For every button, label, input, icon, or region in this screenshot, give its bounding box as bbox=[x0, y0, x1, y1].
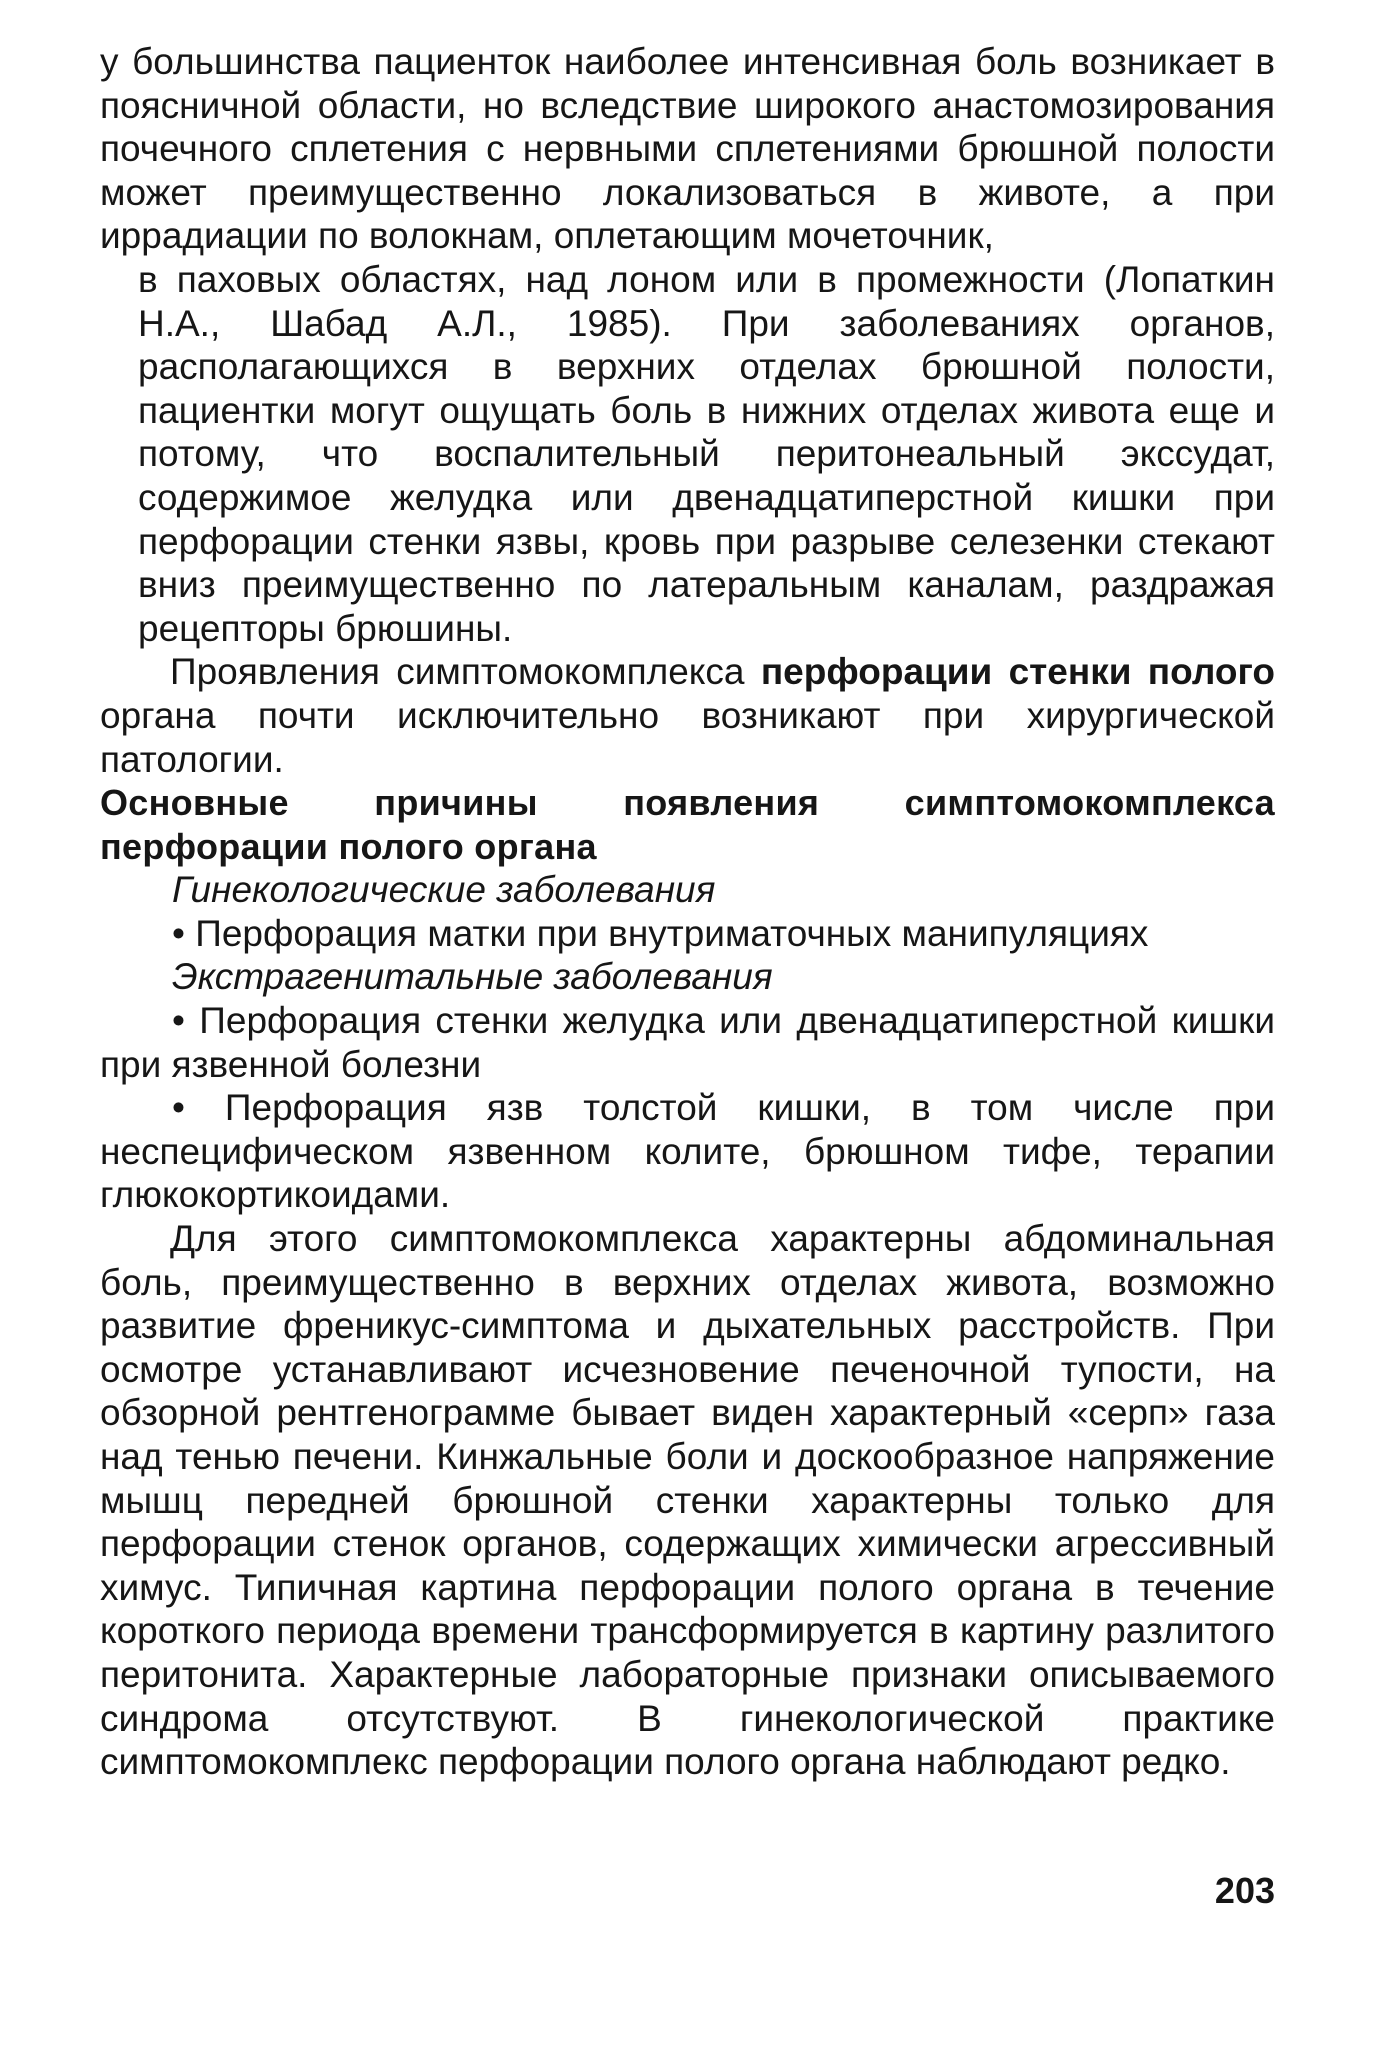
list-item: • Перфорация язв толстой кишки, в том числе при неспецифическом язвенном колите, брюшном тифе, терапии глюкокортикоидами. bbox=[100, 1087, 1275, 1216]
page-number: 203 bbox=[1214, 1870, 1275, 1911]
intro-text-end: органа почти исключительно возникают при хирургической патологии. bbox=[100, 694, 1275, 780]
list-item: • Перфорация матки при внутриматочных манипуляциях bbox=[172, 912, 1149, 954]
section-heading bbox=[100, 781, 1275, 868]
paragraph-symptoms: Для этого симптомокомплекса характерны абдоминальная боль, преимущественно в верхних отделах живота, возможно развитие френикус-симптома и дыхательных расстройств. При осмотре устанавливают исчезновение печеночной тупости, на обзорной рентгенограмме бывает виден характерный «серп» газа над тенью печени. Кинжальные боли и доскообразное напряжение мышц передней брюшной стенки характерны только для перфорации стенок органов, содержащих химически агрессивный химус. Типичная картина перфорации полого органа в течение короткого периода времени трансформируется в картину разлитого перитонита. Характерные лабораторные признаки описываемого синдрома отсутствуют. В гинекологической практике симптомокомплекс перфорации полого органа наблюдают редко. bbox=[100, 1218, 1275, 1783]
paragraph-continued-2: в паховых областях, над лоном или в промежности (Лопаткин Н.А., Шабад А.Л., 1985). При заболеваниях органов, располагающихся в верхних отделах брюшной полости, пациентки могут ощущать боль в нижних отделах живота еще и потому, что воспалительный перитонеальный экссудат, содержимое желудка или двенадцатиперстной кишки при перфорации стенки язвы, кровь при разрыве селезенки стекают вниз преимущественно по латеральным каналам, раздражая рецепторы брюшины. bbox=[138, 258, 1275, 649]
paragraph-continued: у большинства пациенток наиболее интенсивная боль возникает в поясничной области, но вследствие широкого анастомозирования почечного сплетения с нервными сплетениями брюшной полости может преимущественно локализоваться в животе, а при иррадиации по волокнам, оплетающим мочеточник, bbox=[100, 41, 1275, 257]
subheading-extragenital: Экстрагенитальные заболевания bbox=[172, 956, 773, 998]
list-item: • Перфорация стенки желудка или двенадцатиперстной кишки при язвенной болезни bbox=[100, 1000, 1275, 1085]
intro-bold-term: перфорации стенки полого bbox=[760, 651, 1275, 693]
section-heading-line-2: перфорации полого органа bbox=[100, 825, 597, 867]
body-text bbox=[100, 40, 1275, 1784]
subheading-gynecological: Гинекологические заболевания bbox=[172, 869, 716, 911]
paragraph-perforation-intro bbox=[100, 650, 1275, 781]
section-heading-line-1: Основные причины появления симптомокомплекса bbox=[100, 782, 1275, 824]
intro-text: Проявления симптомокомплекса bbox=[170, 651, 761, 693]
